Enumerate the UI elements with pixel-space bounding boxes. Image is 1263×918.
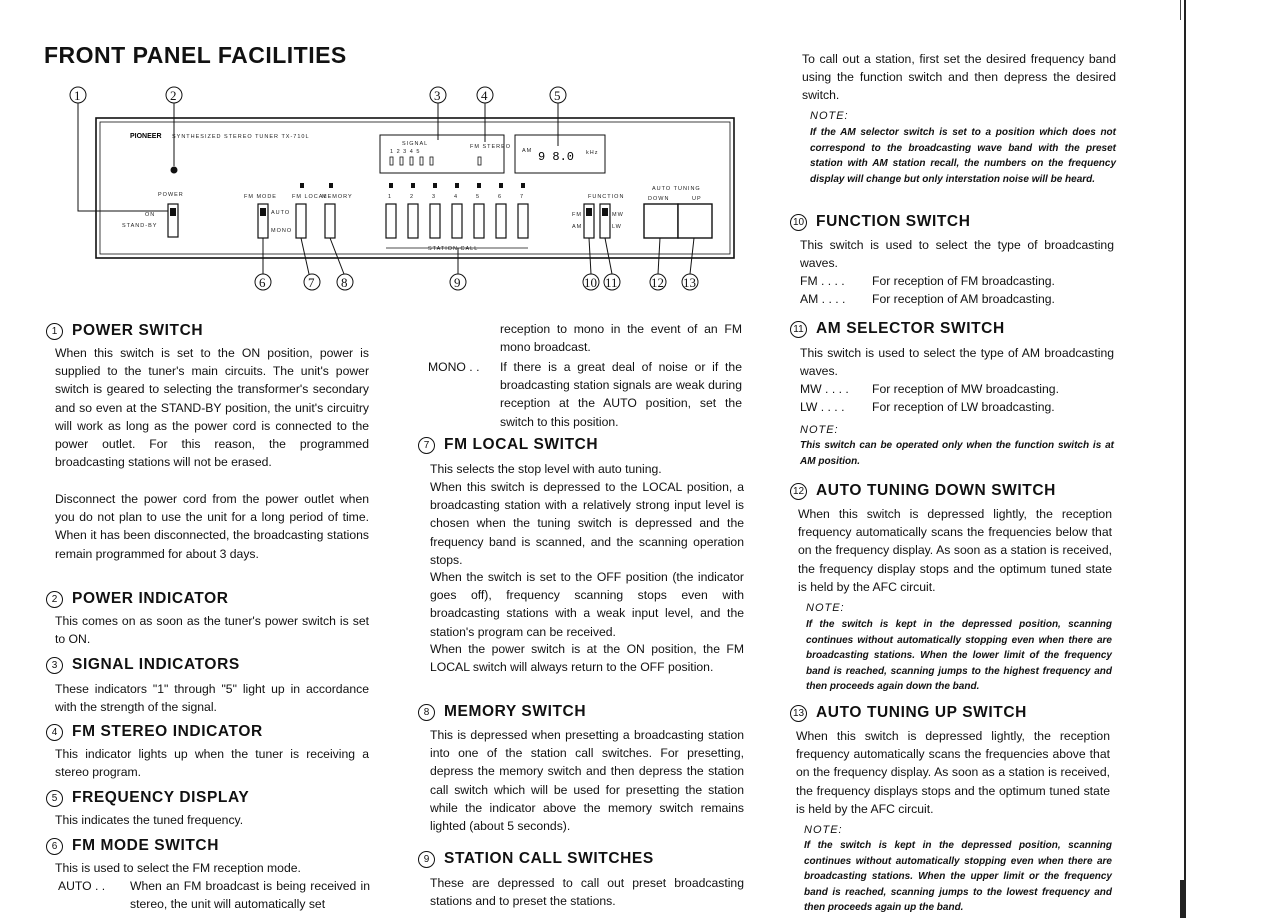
standby-label: STAND-BY	[122, 223, 158, 229]
text-signal-indicators: These indicators "1" through "5" light up in accordance with the strength of the signal.	[55, 682, 369, 715]
text-memory-switch: This is depressed when presetting a broadcasting station into one of the station call switches. For presetting, depress the memory switch and then depress the station call switch which will be used for presetting the station while the indicator above the memory switch remains lighted (about 5 seconds).	[430, 728, 744, 834]
fm-mode-auto-key: AUTO . .	[58, 879, 106, 893]
svg-text:1: 1	[74, 88, 81, 103]
brand-label: PIONEER	[130, 133, 162, 140]
auto-label: AUTO	[271, 210, 291, 216]
heading-frequency-display: 5 FREQUENCY DISPLAY	[46, 789, 249, 807]
text-fm-local-4: When the power switch is at the ON position, the FM LOCAL switch will always return to the OFF position.	[430, 642, 744, 675]
text-auto-tuning-up: When this switch is depressed lightly, the reception frequency automatically scans the frequencies above that on the frequency display. As soon as a station is received, the frequency displays stops and the optimum tuned state is held by the AFC circuit.	[796, 729, 1110, 816]
signal-label: SIGNAL	[402, 141, 429, 147]
right-page-edge-bottom	[1180, 880, 1184, 918]
text-station-call-right: To call out a station, first set the desired frequency band using the function switch and then depress the desired switch.	[802, 52, 1116, 103]
right-page-edge	[1184, 0, 1186, 918]
signal-digits: 1 2 3 4 5	[390, 149, 421, 155]
front-panel-diagram	[60, 80, 740, 300]
heading-signal-indicators: 3 SIGNAL INDICATORS	[46, 656, 240, 674]
svg-text:12: 12	[651, 275, 664, 290]
khz-label: kHz	[586, 150, 599, 156]
frequency-readout: 9 8.0	[538, 150, 575, 164]
text-fm-local-3: When the switch is set to the OFF position (the indicator goes off), frequency scanning stops even with broadcasting stations with a weak input level, and the station's program can be received.	[430, 570, 744, 639]
text-power-switch-2: Disconnect the power cord from the power outlet when you do not plan to use the unit for a long period of time. When it has been disconnected, the broadcasting stations remain programmed for about 3 days.	[55, 492, 369, 561]
mw-label: MW	[612, 212, 624, 218]
text-fm-local-2: When this switch is depressed to the LOCAL position, a broadcasting station with a relatively strong input level is chosen when the tuning switch is depressed and the frequency band is scanned, and the scanning operation stops.	[430, 480, 744, 567]
fm-mode-label: FM MODE	[244, 194, 277, 200]
note-head-station-call: NOTE:	[810, 110, 849, 122]
fm-local-label: FM LOCAL	[292, 194, 328, 200]
heading-am-selector-switch: 11 AM SELECTOR SWITCH	[790, 320, 1005, 338]
heading-station-call-switches: 9 STATION CALL SWITCHES	[418, 850, 654, 868]
note-head-auto-tuning-down: NOTE:	[806, 602, 845, 614]
heading-power-switch: 1 POWER SWITCH	[46, 322, 203, 340]
heading-fm-stereo-indicator: 4 FM STEREO INDICATOR	[46, 723, 263, 741]
power-indicator-icon	[171, 167, 178, 174]
station-digit-3: 3	[432, 194, 437, 200]
svg-text:7: 7	[308, 275, 315, 290]
svg-text:6: 6	[259, 275, 266, 290]
station-digit-6: 6	[498, 194, 503, 200]
fm-mode-auto-text: When an FM broadcast is being received in stereo, the unit will automatically set	[130, 879, 370, 912]
station-digit-5: 5	[476, 194, 481, 200]
svg-text:11: 11	[605, 275, 618, 290]
signal-indicators	[390, 157, 433, 165]
mono-label: MONO	[271, 228, 293, 234]
auto-tuning-down-button	[644, 204, 678, 238]
heading-auto-tuning-up: 13 AUTO TUNING UP SWITCH	[790, 704, 1027, 722]
fm-label: FM	[572, 212, 582, 218]
lw-label: LW	[612, 224, 622, 230]
fm-mode-auto-cont: reception to mono in the event of an FM mono broadcast.	[500, 322, 742, 355]
heading-fm-mode-switch: 6 FM MODE SWITCH	[46, 837, 219, 855]
am-label: AM	[522, 148, 533, 154]
heading-memory-switch: 8 MEMORY SWITCH	[418, 703, 586, 721]
svg-text:9: 9	[454, 275, 461, 290]
down-label: DOWN	[648, 196, 670, 202]
text-auto-tuning-down: When this switch is depressed lightly, the reception frequency automatically scans the frequencies below that on the frequency display. As soon as a station is received, the frequency display stops and the optimum tuned state is held by the AFC circuit.	[798, 507, 1112, 594]
svg-text:3: 3	[434, 88, 441, 103]
function-fm-row: FM . . . . For reception of FM broadcasting.	[800, 274, 1055, 288]
fm-stereo-indicator	[478, 157, 481, 165]
fm-mode-mono-text: If there is a great deal of noise or if the broadcasting station signals are weak during reception at the AUTO position, set the switch to this position.	[500, 360, 742, 429]
station-digit-7: 7	[520, 194, 525, 200]
power-label: POWER	[158, 192, 184, 198]
text-frequency-display: This indicates the tuned frequency.	[55, 813, 244, 827]
svg-text:4: 4	[481, 88, 488, 103]
note-head-am-selector: NOTE:	[800, 424, 839, 436]
auto-tuning-label: AUTO TUNING	[652, 186, 701, 192]
svg-text:5: 5	[554, 88, 561, 103]
model-label: SYNTHESIZED STEREO TUNER TX-710L	[172, 134, 310, 140]
am-selector-mw-row: MW . . . . For reception of MW broadcasting.	[800, 382, 1059, 396]
function-label: FUNCTION	[588, 194, 625, 200]
fm-stereo-label: FM STEREO	[470, 144, 512, 150]
fm-local-switch	[296, 204, 306, 238]
station-digit-2: 2	[410, 194, 415, 200]
text-fm-mode-switch: This is used to select the FM reception mode.	[55, 861, 301, 875]
am-selector-lw-row: LW . . . . For reception of LW broadcasting.	[800, 400, 1055, 414]
text-station-call-switches: These are depressed to call out preset broadcasting stations and to preset the stations.	[430, 876, 744, 909]
am2-label: AM	[572, 224, 583, 230]
station-call-buttons	[386, 183, 528, 238]
heading-power-indicator: 2 POWER INDICATOR	[46, 590, 229, 608]
fm-mode-mono-key: MONO . .	[428, 360, 480, 374]
heading-fm-local-switch: 7 FM LOCAL SWITCH	[418, 436, 598, 454]
note-auto-tuning-up: If the switch is kept in the depressed position, scanning continues without automatically stopping even when there are broadcasting stations. When the upper limit or the frequency band is reached, scanning jumps to the lowest frequency and then proceeds again up the band.	[804, 840, 1112, 914]
svg-text:13: 13	[683, 275, 696, 290]
svg-text:8: 8	[341, 275, 348, 290]
right-page-edge-top	[1180, 0, 1181, 20]
text-power-indicator: This comes on as soon as the tuner's power switch is set to ON.	[55, 614, 369, 647]
text-power-switch: When this switch is set to the ON position, power is supplied to the tuner's main circuits. The unit's power switch is geared to selecting the transformer's secondary and so even at the STAND-BY position, the unit's circuitry will work as long as the power cord is connected to the power outlet. For this reason, the programmed broadcasting stations will not be erased.	[55, 346, 369, 470]
note-auto-tuning-down: If the switch is kept in the depressed position, scanning continues without automatically stopping even when there are broadcasting stations. When the lower limit of the frequency band is reached, scanning jumps to the highest frequency and then proceeds again down the band.	[806, 619, 1112, 693]
svg-text:10: 10	[584, 275, 597, 290]
station-call-label: STATION CALL	[428, 246, 479, 252]
memory-switch	[325, 204, 335, 238]
note-am-selector: This switch can be operated only when the function switch is at AM position.	[800, 440, 1114, 467]
station-digit-1: 1	[388, 194, 393, 200]
note-station-call: If the AM selector switch is set to a position which does not correspond to the broadcasting wave band with the preset station with AM station recall, the numbers on the frequency display will change but only interstation noise will be heard.	[810, 127, 1116, 185]
on-label: ON	[145, 212, 156, 218]
svg-text:2: 2	[170, 88, 177, 103]
memory-label: MEMORY	[322, 194, 353, 200]
text-fm-stereo-indicator: This indicator lights up when the tuner is receiving a stereo program.	[55, 747, 369, 780]
up-label: UP	[692, 196, 702, 202]
function-am-row: AM . . . . For reception of AM broadcasting.	[800, 292, 1055, 306]
auto-tuning-up-button	[678, 204, 712, 238]
text-am-selector-switch: This switch is used to select the type of AM broadcasting waves.	[800, 346, 1114, 379]
station-digit-4: 4	[454, 194, 459, 200]
heading-auto-tuning-down: 12 AUTO TUNING DOWN SWITCH	[790, 482, 1056, 500]
page-title: FRONT PANEL FACILITIES	[44, 42, 347, 68]
heading-function-switch: 10 FUNCTION SWITCH	[790, 213, 971, 231]
note-head-auto-tuning-up: NOTE:	[804, 824, 843, 836]
text-function-switch: This switch is used to select the type of broadcasting waves.	[800, 238, 1114, 271]
text-fm-local-1: This selects the stop level with auto tuning.	[430, 462, 662, 476]
